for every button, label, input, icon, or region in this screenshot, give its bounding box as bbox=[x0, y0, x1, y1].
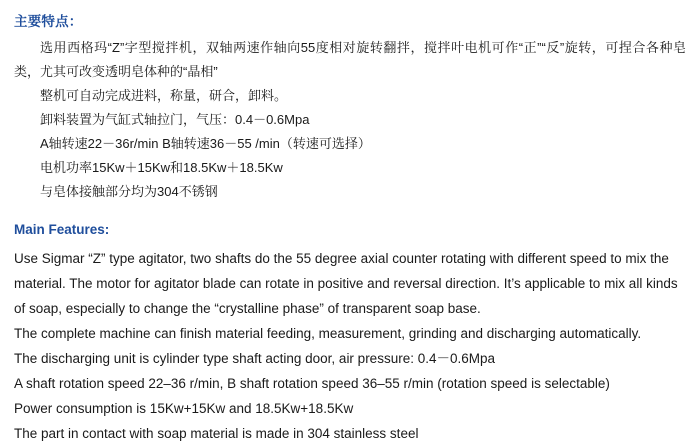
english-line-2: The discharging unit is cylinder type shaft acting door, air pressure: 0.4－0.6Mpa bbox=[14, 351, 496, 366]
section-divider bbox=[14, 204, 686, 206]
chinese-line-1: 整机可自动完成进料，称量，研合，卸料。 bbox=[40, 88, 288, 103]
chinese-body bbox=[14, 36, 686, 204]
chinese-line-3: A轴转速22－36r/min B轴转速36－55 /min（转速可选择） bbox=[40, 136, 371, 151]
english-line-1: The complete machine can finish material feeding, measurement, grinding and discharging automatically. bbox=[14, 326, 642, 341]
chinese-line-4: 电机功率15Kw＋15Kw和18.5Kw＋18.5Kw bbox=[40, 160, 283, 175]
english-section bbox=[14, 220, 686, 446]
english-heading: Main Features: bbox=[14, 222, 110, 237]
chinese-line-5: 与皂体接触部分均为304不锈钢 bbox=[40, 184, 218, 199]
english-line-4: Power consumption is 15Kw+15Kw and 18.5Kw+18.5Kw bbox=[14, 401, 354, 416]
english-line-3: A shaft rotation speed 22–36 r/min, B shaft rotation speed 36–55 r/min (rotation speed is selectable) bbox=[14, 376, 610, 391]
english-line-5: The part in contact with soap material is made in 304 stainless steel bbox=[14, 426, 419, 441]
chinese-heading: 主要特点： bbox=[14, 14, 83, 29]
english-paragraph: Use Sigmar “Z” type agitator, two shafts do the 55 degree axial counter rotating with different speed to mix the material. The motor for agitator blade can rotate in positive and reversal direction. It’s applicable to mix all kinds of soap, especially to change the “crystalline phase” of transparent soap base. bbox=[14, 251, 678, 316]
english-body bbox=[14, 246, 686, 446]
chinese-paragraph: 选用西格玛“Z”字型搅拌机，双轴两速作轴向55度相对旋转翻拌，搅拌叶电机可作“正”“反”旋转，可捏合各种皂类，尤其可改变透明皂体种的“晶相” bbox=[14, 40, 686, 79]
chinese-line-2: 卸料装置为气缸式轴拉门，气压：0.4－0.6Mpa bbox=[40, 112, 310, 127]
chinese-section bbox=[14, 12, 686, 204]
